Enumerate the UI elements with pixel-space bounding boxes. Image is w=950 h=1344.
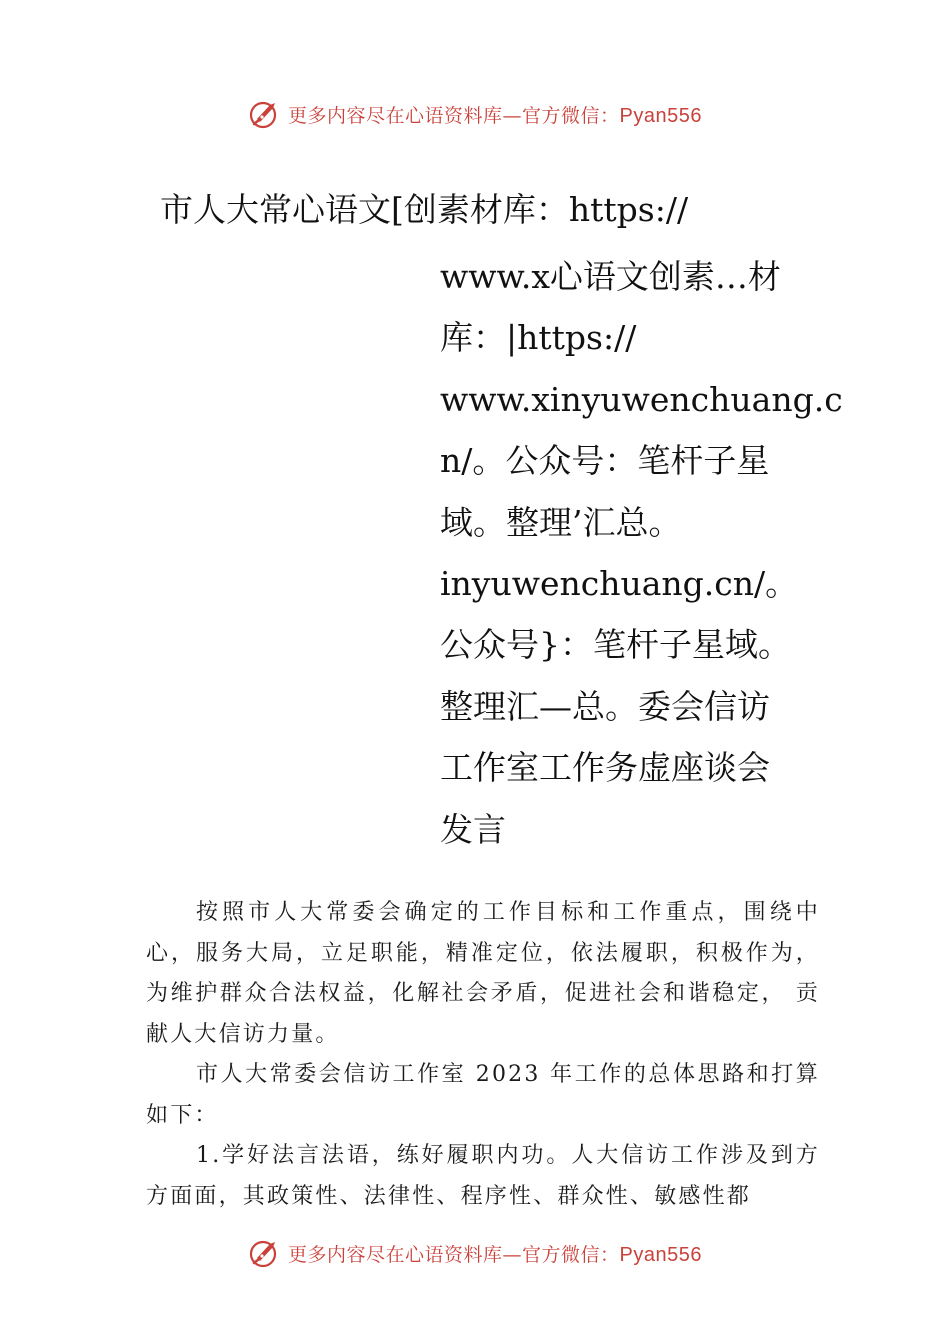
body-paragraph-1: 按照市人大常委会确定的工作目标和工作重点，围绕中心，服务大局，立足职能，精准定位，依法履职，积极作为，为维护群众合法权益，化解社会矛盾，促进社会和谐稳定， 贡献人大信访力量。 — [146, 900, 820, 1047]
header-banner-main: 更多内容尽在心语资料库—官方微信： — [288, 104, 620, 127]
title-line: www.x心语文创素…材 — [440, 257, 781, 296]
title-line: 整理汇—总。委会信访 — [440, 686, 770, 726]
title-line: www.xinyuwenchuang.c — [440, 379, 843, 419]
title-line: 库：|https:// — [440, 318, 637, 358]
footer-banner-text — [288, 1240, 702, 1267]
document-title-line-1: 市人大常心语文[创素材库：https:// — [160, 190, 689, 229]
body-paragraph-2: 市人大常委会信访工作室 2023 年工作的总体思路和打算如下： — [146, 1062, 820, 1128]
title-line: 域。整理’汇总。 — [440, 502, 682, 542]
footer-banner-main: 更多内容尽在心语资料库—官方微信： — [288, 1243, 620, 1266]
document-title-continuation — [440, 246, 843, 860]
title-line: inyuwenchuang.cn/。 — [440, 564, 799, 604]
body-paragraph-3: 1.学好法言法语，练好履职内功。人大信访工作涉及到方方面面，其政策性、法律性、程序性、群众性、敏感性都 — [146, 1143, 820, 1209]
header-banner-text — [288, 101, 702, 128]
title-line: n/。公众号：笔杆子星 — [440, 441, 770, 481]
pen-nib-logo-icon — [248, 97, 282, 131]
header-banner — [0, 94, 950, 134]
footer-banner — [0, 1233, 950, 1273]
title-line: 发言 — [440, 809, 506, 849]
title-line: 公众号}：笔杆子星域。 — [440, 625, 791, 665]
footer-banner-wechat: Pyan556 — [619, 1243, 702, 1266]
title-line: 工作室工作务虚座谈会 — [440, 748, 770, 788]
header-banner-wechat: Pyan556 — [619, 104, 702, 127]
pen-nib-logo-icon — [248, 1236, 282, 1270]
document-body — [146, 893, 820, 1217]
